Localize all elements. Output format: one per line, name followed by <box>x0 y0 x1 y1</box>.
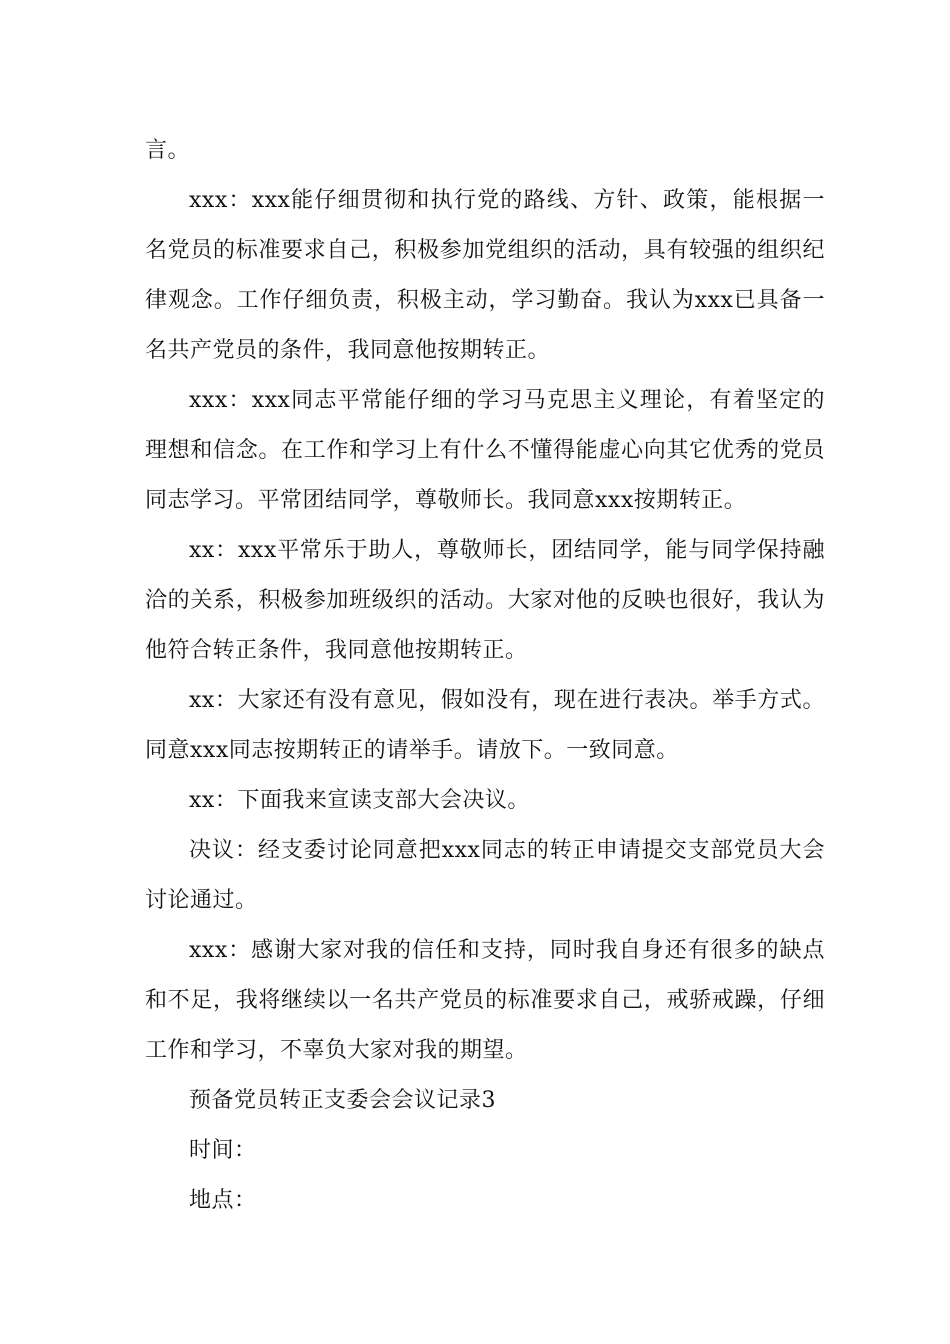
paragraph-vote: xx：大家还有没有意见，假如没有，现在进行表决。举手方式。同意xxx同志按期转正的请举手。请放下。一致同意。 <box>145 688 825 763</box>
paragraph-statement-1: xxx：xxx能仔细贯彻和执行党的路线、方针、政策，能根据一名党员的标准要求自己，积极参加党组织的活动，具有较强的组织纪律观念。工作仔细负责，积极主动，学习勤奋。我认为xxx已具备一名共产党员的条件，我同意他按期转正。 <box>145 188 825 363</box>
paragraph-continuation: 言。 <box>145 138 191 163</box>
paragraph-announcement: xx：下面我来宣读支部大会决议。 <box>189 788 530 813</box>
paragraph-thanks: xxx：感谢大家对我的信任和支持，同时我自身还有很多的缺点和不足，我将继续以一名共产党员的标准要求自己，戒骄戒躁，仔细工作和学习，不辜负大家对我的期望。 <box>145 938 825 1063</box>
paragraph-statement-2: xxx：xxx同志平常能仔细的学习马克思主义理论，有着坚定的理想和信念。在工作和学习上有什么不懂得能虚心向其它优秀的党员同志学习。平常团结同学，尊敬师长。我同意xxx按期转正。 <box>145 388 825 513</box>
paragraph-statement-3: xx：xxx平常乐于助人，尊敬师长，团结同学，能与同学保持融洽的关系，积极参加班级织的活动。大家对他的反映也很好，我认为他符合转正条件，我同意他按期转正。 <box>145 538 825 663</box>
section-heading: 预备党员转正支委会会议记录3 <box>189 1088 496 1113</box>
paragraph-resolution: 决议：经支委讨论同意把xxx同志的转正申请提交支部党员大会讨论通过。 <box>145 838 825 913</box>
location-field-label: 地点： <box>189 1188 257 1213</box>
time-field-label: 时间： <box>189 1138 257 1163</box>
document-body <box>145 126 825 1226</box>
